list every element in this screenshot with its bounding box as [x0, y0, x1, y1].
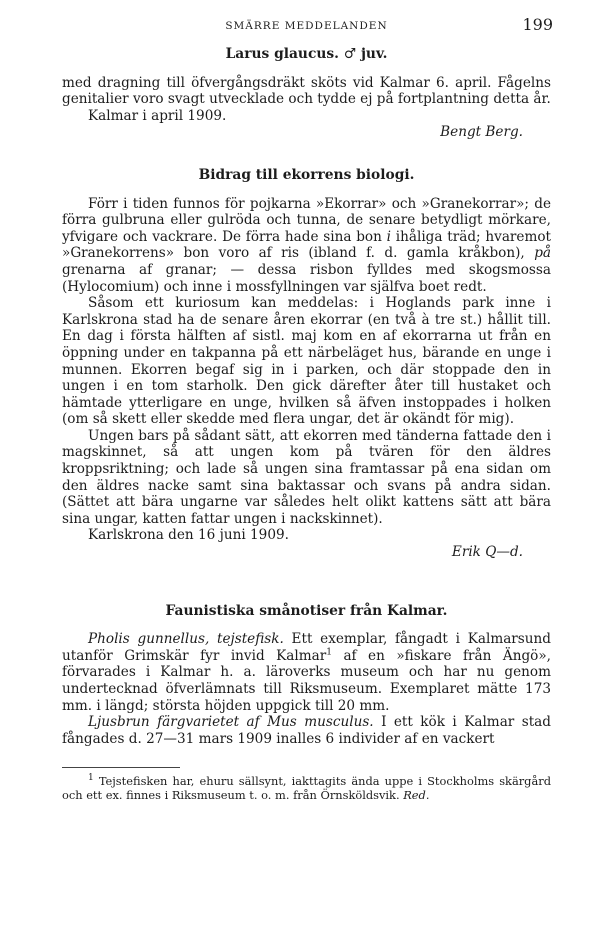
ekorre-signature: Erik Q—d.: [451, 544, 523, 561]
ekorre-paragraph-3: Ungen bars på sådant sätt, att ekorren med tänderna fattade den i magskinnet, så att ungen kom på tvären för den äldres kroppsriktning; och lade så ungen sina framtassar på ena sidan om den äldres nacke samt sina baktassar och svans på andra sidan. (Sättet att bära ungarne var således helt olikt kattens sätt att bära sina ungar, katten fattar ungen i nackskinnet).: [62, 427, 551, 527]
ekorre-paragraph-2: Såsom ett kuriosum kan meddelas: i Hoglands park inne i Karlskrona stad ha de senare åren ekorrar (en två à tre st.) hållit till. En dag i första hälften af sistl. maj kom en af ekorrarna ut från en öppning under en takpanna på ett närbeläget hus, bärande en unge i munnen. Ekorren begaf sig in i parken, och där stoppade den in ungen i en tom starholk. Den gick därefter åter till hustaket och hämtade ytterligare en unge, hvilken så äfven instoppades i holken (om så skett eller skedde med flera ungar, det är okändt för mig).: [62, 295, 551, 428]
section-title-ekorre: Bidrag till ekorrens biologi.: [198, 166, 415, 183]
larus-paragraph: med dragning till öfvergångsdräkt sköts vid Kalmar 6. april. Fågelns genitalier voro svagt utvecklade och tydde ej på fortplantning detta år.: [62, 74, 551, 108]
section-title-larus: Larus glaucus. ♂ juv.: [225, 46, 388, 62]
larus-place-date: Kalmar i april 1909.: [88, 107, 227, 124]
footnote-reference: 1: [326, 647, 332, 658]
footnote-divider: [62, 767, 180, 768]
section-title-kalmar: Faunistiska smånotiser från Kalmar.: [165, 602, 448, 619]
page-number: 199: [522, 15, 553, 34]
ekorre-place-date: Karlskrona den 16 juni 1909.: [88, 527, 289, 544]
kalmar-paragraph-1: Pholis gunnellus, tejstefisk. Ett exemplar, fångadt i Kalmarsund utanför Grimskär fyr invid Kalmar$^1$ af en »fiskare från Ängö», förvarades i Kalmar h. a. läroverks museum och har nu genom undertecknad öfverlämnats till Riksmuseum. Exemplaret mätte 173 mm. i längd; största höjden uppgick till 20 mm.: [62, 631, 551, 714]
text-column: [62, 46, 551, 802]
running-header: SMÄRRE MEDDELANDEN: [225, 20, 388, 32]
footnote: $^1$ Tejstefisken har, ehuru sällsynt, iakttagits ända uppe i Stockholms skärgård och ett ex. finnes i Riksmuseum t. o. m. från Örnsköldsvik. Red.: [62, 773, 551, 803]
ekorre-paragraph-1: Förr i tiden funnos för pojkarna »Ekorrar» och »Granekorrar»; de förra gulbruna eller gulröda och tunna, de senare betydligt mörkare, yfvigare och vackrare. De förra hade sina bon i ihåliga träd; hvaremot »Granekorrens» bon voro af ris (ibland f. d. gamla kråkbon), på grenarna af granar; — dessa risbon fylldes med skogsmossa (Hylocomium) och inne i mossfyllningen var själfva boet redt.: [62, 195, 552, 295]
kalmar-paragraph-2: Ljusbrun färgvarietet af Mus musculus. I ett kök i Kalmar stad fångades d. 27—31 mars 1909 inalles 6 individer af en vackert: [62, 714, 551, 747]
larus-signature: Bengt Berg.: [440, 124, 523, 141]
